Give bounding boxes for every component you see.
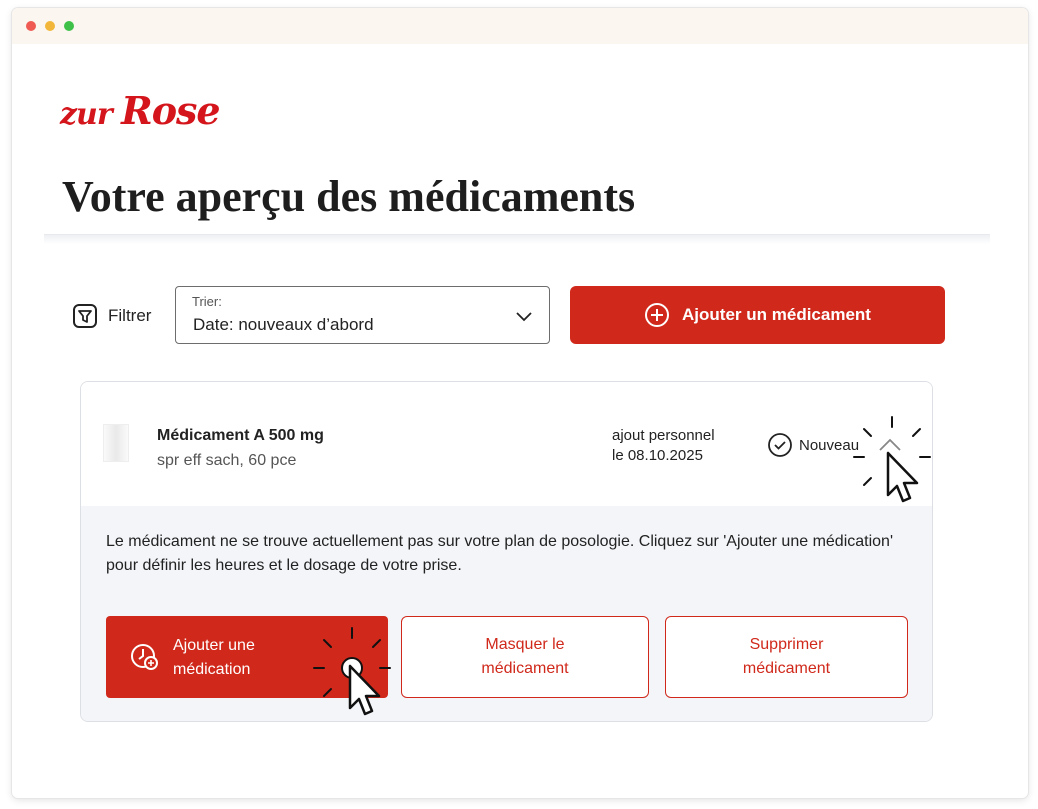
delete-medication-label: Supprimer médicament bbox=[742, 636, 831, 677]
added-info bbox=[612, 426, 715, 466]
added-by: ajout personnel bbox=[612, 427, 715, 444]
header-divider bbox=[44, 234, 990, 244]
chevron-up-icon[interactable] bbox=[877, 435, 903, 455]
close-window-dot[interactable] bbox=[26, 21, 36, 31]
hide-medication-label: Masquer le médicament bbox=[481, 636, 569, 677]
status-badge bbox=[767, 432, 859, 458]
dosage-plan-notice: Le médicament ne se trouve actuellement pas sur votre plan de posologie. Cliquez sur 'Ajouter une médication' pour définir les heures et le dosage de votre prise. bbox=[106, 533, 893, 574]
add-medication-to-plan-label: Ajouter une médication bbox=[173, 637, 255, 678]
medication-image bbox=[103, 424, 129, 462]
check-circle-icon bbox=[767, 432, 793, 458]
add-medication-to-plan-button[interactable] bbox=[106, 616, 388, 698]
medication-card-header[interactable] bbox=[81, 382, 932, 506]
chevron-down-icon bbox=[515, 307, 533, 325]
added-date: le 08.10.2025 bbox=[612, 447, 703, 464]
maximize-window-dot[interactable] bbox=[64, 21, 74, 31]
medication-name: Médicament A 500 mg bbox=[157, 427, 324, 444]
plus-circle-icon bbox=[644, 302, 670, 328]
window-titlebar bbox=[12, 8, 1028, 44]
medication-card-body bbox=[81, 506, 932, 722]
sort-value: Date: nouveaux d’abord bbox=[193, 315, 374, 334]
delete-medication-button[interactable] bbox=[665, 616, 908, 698]
hide-medication-button[interactable] bbox=[401, 616, 649, 698]
brand-logo[interactable]: zur Rose bbox=[60, 88, 220, 133]
medication-card bbox=[80, 381, 933, 722]
minimize-window-dot[interactable] bbox=[45, 21, 55, 31]
page-title: Votre aperçu des médicaments bbox=[62, 172, 636, 221]
filter-button[interactable] bbox=[72, 302, 151, 330]
sort-select[interactable] bbox=[175, 286, 550, 344]
medication-details: spr eff sach, 60 pce bbox=[157, 452, 297, 469]
clock-add-icon bbox=[130, 642, 160, 672]
filter-icon bbox=[72, 303, 98, 329]
browser-window bbox=[12, 8, 1028, 798]
filter-label: Filtrer bbox=[108, 306, 152, 325]
add-medication-button[interactable] bbox=[570, 286, 945, 344]
status-label: Nouveau bbox=[799, 436, 860, 454]
sort-caption: Trier: bbox=[192, 294, 222, 309]
add-medication-label: Ajouter un médicament bbox=[682, 305, 871, 324]
